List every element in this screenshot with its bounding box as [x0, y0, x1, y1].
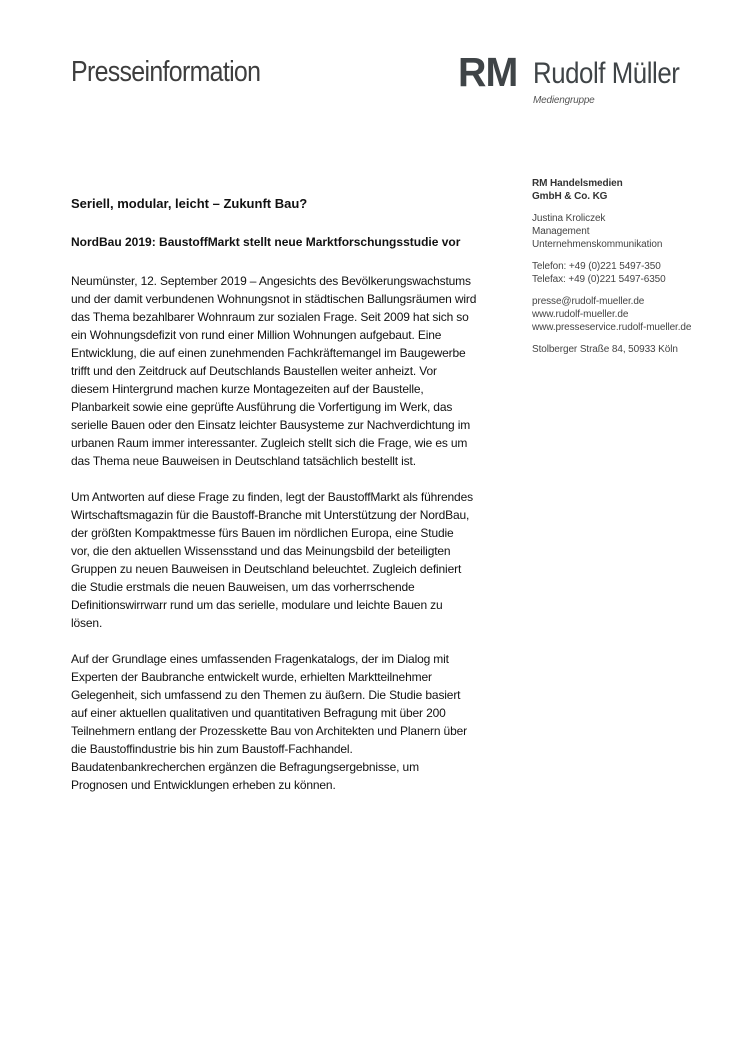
- rudolf-mueller-logo: [458, 49, 718, 112]
- logo-mark: RM: [458, 49, 518, 95]
- presseservice-link[interactable]: www.presseservice.rudolf-mueller.de: [532, 322, 692, 333]
- logo-subtitle: Mediengruppe: [533, 95, 595, 106]
- fax-number: Telefax: +49 (0)221 5497-6350: [532, 274, 666, 285]
- article-paragraph: Um Antworten auf diese Frage zu finden, legt der BaustoffMarkt als führendes Wirtschaftsmagazin für die Baustoff-Branche mit Unterstützung der NordBau, der größten Kompaktmesse fürs Bauen im nördlichen Europa, eine Studie vor, die den aktuellen Wissensstand und das Meinungsbild der beteiligten Gruppen zu neuen Bauweisen in Deutschland beleuchtet. Zugleich definiert die Studie erstmals die neuen Bauweisen, um das vorherrschende Definitionswirrwarr rund um das serielle, modulare und leichte Bauen zu lösen.: [71, 490, 473, 630]
- document-type-title: Presseinformation: [71, 56, 261, 88]
- website-link[interactable]: www.rudolf-mueller.de: [532, 309, 629, 320]
- article-paragraph: Auf der Grundlage eines umfassenden Fragenkatalogs, der im Dialog mit Experten der Baubranche entwickelt wurde, erhielten Marktteilnehmer Gelegenheit, sich umfassend zu den Themen zu äußern. Die Studie basiert auf einer aktuellen qualitativen und quantitativen Befragung mit über 200 Teilnehmern entlang der Prozesskette Bau von Architekten und Planern über die Baustoffindustrie bis hin zum Baustoff-Fachhandel. Baudatenbankrecherchen ergänzen die Befragungsergebnisse, um Prognosen und Entwicklungen erheben zu können.: [71, 652, 467, 792]
- company-line: RM Handelsmedien: [532, 178, 623, 189]
- contact-sidebar: [532, 177, 732, 365]
- contact-person: [532, 212, 732, 251]
- article-body: [71, 196, 511, 812]
- contact-address: [532, 343, 732, 356]
- address-line: Stolberger Straße 84, 50933 Köln: [532, 344, 678, 355]
- phone-number: Telefon: +49 (0)221 5497-350: [532, 261, 661, 272]
- article-subheadline: NordBau 2019: BaustoffMarkt stellt neue Marktforschungsstudie vor: [71, 235, 461, 249]
- contact-phone: [532, 260, 732, 286]
- contact-web: [532, 295, 732, 334]
- contact-company: [532, 177, 732, 203]
- article-headline: Seriell, modular, leicht – Zukunft Bau?: [71, 196, 308, 211]
- email-link[interactable]: presse@rudolf-mueller.de: [532, 296, 645, 307]
- logo-company-name: Rudolf Müller: [533, 57, 680, 90]
- person-department: Unternehmenskommunikation: [532, 239, 663, 250]
- person-name: Justina Kroliczek: [532, 213, 606, 224]
- company-line: GmbH & Co. KG: [532, 191, 608, 202]
- article-paragraph: Neumünster, 12. September 2019 – Angesichts des Bevölkerungswachstums und der damit verbundenen Wohnungsnot in städtischen Ballungsräumen wird das Thema bezahlbarer Wohnraum zur sozialen Frage. Seit 2009 hat sich so ein Wohnungsdefizit von rund einer Million Wohnungen aufgebaut. Eine Entwicklung, die auf einen zunehmenden Fachkräftemangel im Baugewerbe trifft und den Zeitdruck auf Deutschlands Baustellen weiter anheizt. Vor diesem Hintergrund machen kurze Montagezeiten auf der Baustelle, Planbarkeit sowie eine geprüfte Ausführung die Vorfertigung im Werk, das serielle Bauen oder den Einsatz leichter Bausysteme zur Nachverdichtung im urbanen Raum immer interessanter. Zugleich stellt sich die Frage, wie es um das Thema neue Bauweisen in Deutschland tatsächlich bestellt ist.: [71, 274, 477, 468]
- person-role: Management: [532, 226, 590, 237]
